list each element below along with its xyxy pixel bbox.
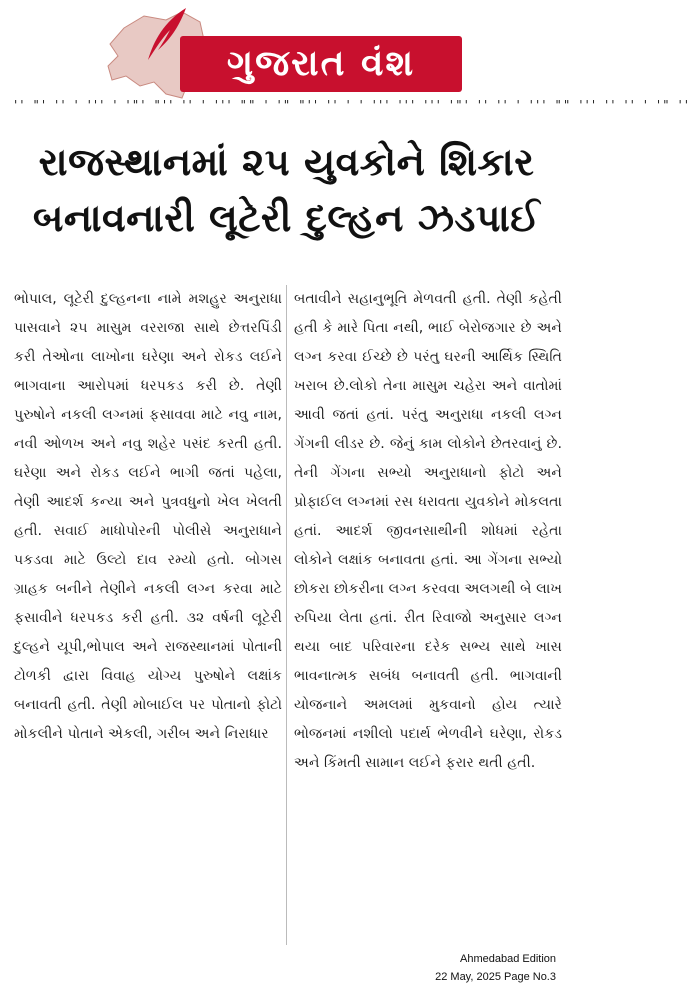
article-headline: રાજસ્થાનમાં ૨૫ યુવકોને શિકાર બનાવનારી લૂટેરી દુલ્હન ઝડપાઈ <box>32 140 541 240</box>
edition-label: Ahmedabad Edition <box>459 953 556 965</box>
cut-off-text-strip: '' "' '' ' ''' ' '"' "'' '' ' ''' "" ' '" "'' '' ' ' ''' ''' ''' '"' '' '' ' ''' "" ''' '' '' ' '" '' <box>14 98 691 112</box>
article-column-left: ભોપાલ, લૂટેરી દુલ્હનના નામે મશહુર અનુરાધા પાસવાને ૨૫ માસુમ વરરાજા સાથે છેત્તરપિંડી કરી તેઓના લાખોના ઘરેણા અને રોકડ લઈને ભાગવાના આરોપમાં ધરપકડ કરી છે. તેણી પુરુષોને નકલી લગ્નમાં ફસાવવા માટે નવુ નામ, નવી ઓળખ અને નવુ શહેર પસંદ કરતી હતી. ઘરેણા અને રોકડ લઈને ભાગી જતાં પહેલા, તેણી આદર્શ કન્યા અને પુત્રવધુનો ખેલ ખેલતી હતી. સવાઈ માધોપોરની પોલીસે અનુરાધાને પકડવા માટે ઉલ્ટો દાવ રમ્યો હતો. બોગસ ગ્રાહક બનીને તેણીને નકલી લગ્ન કરવા માટે ફસાવીને ધરપકડ કરી હતી. ૩૨ વર્ષની લૂટેરી દુલ્હને યૂપી,ભોપાલ અને રાજસ્થાનમાં પોતાની ટોળકી દ્વારા વિવાહ યોગ્ય પુરુષોને લક્ષાંક બનાવતી હતી. તેણી મોબાઈલ પર પોતાનો ફોટો મોકલીને પોતાને એકલી, ગરીબ અને નિરાધાર <box>14 291 282 742</box>
column-divider <box>286 285 287 945</box>
article-column-right: બતાવીને સહાનુભૂતિ મેળવતી હતી. તેણી કહેતી હતી કે મારે પિતા નથી, ભાઈ બેરોજગાર છે અને લગ્ન કરવા ઈચ્છે છે પરંતુ ઘરની આર્થિક સ્થિતિ ખરાબ છે.લોકો તેના માસુમ ચહેરા અને વાતોમાં આવી જતાં હતાં. પરંતુ અનુરાધા નકલી લગ્ન ગેંગની લીડર છે. જેનું કામ લોકોને છેતરવાનું છે. તેની ગેંગના સભ્યો અનુરાધાનો ફોટો અને પ્રોફાઈલ લગ્નમાં રસ ધરાવતા યુવકોને મોકલતા હતાં. આદર્શ જીવનસાથીની શોધમાં રહેતા લોકોને લક્ષાંક બનાવતા હતાં. આ ગેંગના સભ્યો છોકરા છોકરીના લગ્ન કરવવા અલગથી બે લાખ રુપિયા લેતા હતાં. રીત રિવાજો અનુસાર લગ્ન થયા બાદ પરિવારના દરેક સભ્ય સાથે ખાસ ભાવનાત્મક સબંધ બનાવતી હતી. ભાગવાની યોજનાને અમલમાં મુકવાનો હોય ત્યારે ભોજનમાં નશીલો પદાર્થ ભેળવીને ઘરેણા, રોકડ અને કિંમતી સામાન લઈને ફરાર થતી હતી. <box>294 291 562 771</box>
logo-text: ગુજરાત વંશ <box>226 43 416 84</box>
logo[interactable] <box>180 36 462 92</box>
footer <box>435 950 556 986</box>
date-page-label: 22 May, 2025 Page No.3 <box>435 971 556 983</box>
masthead <box>0 0 691 112</box>
